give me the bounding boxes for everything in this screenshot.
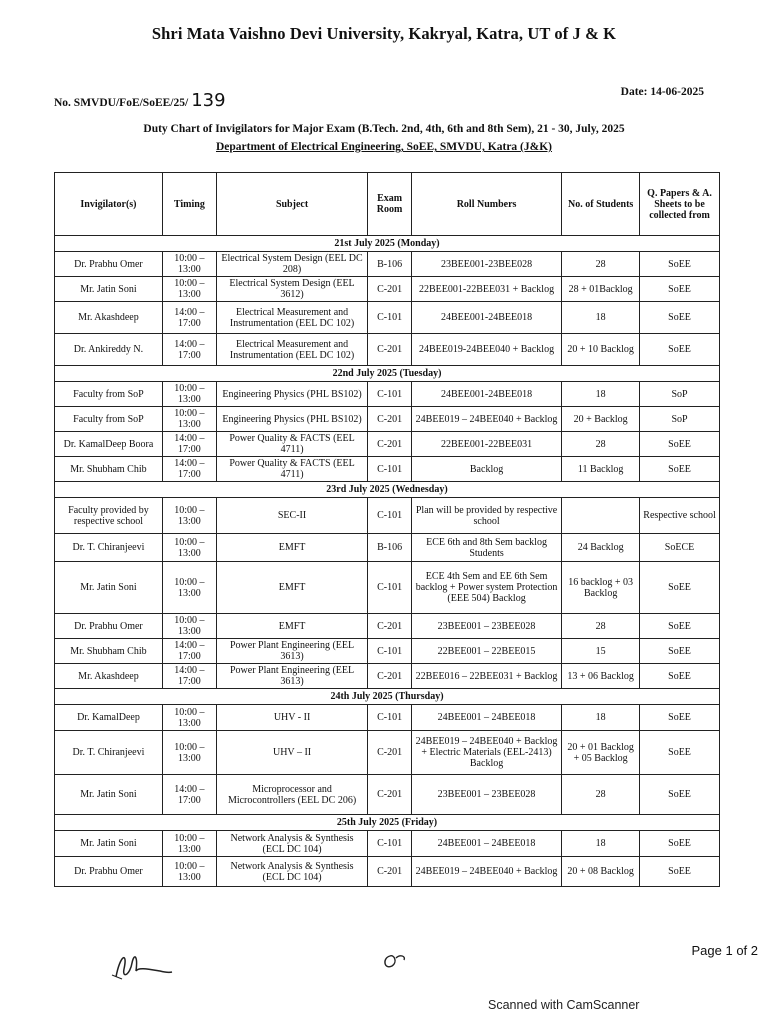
duty-chart-table: [54, 172, 720, 887]
handwritten-signature: [108, 945, 178, 990]
table-row: [55, 562, 720, 614]
invigilator-cell: Faculty provided by respective school: [55, 498, 163, 534]
table-row: [55, 534, 720, 562]
collected-from-cell: SoEE: [640, 705, 720, 731]
roll-numbers-cell: 22BEE001 – 22BEE015: [411, 639, 561, 664]
timing-cell: 10:00 – 13:00: [162, 407, 216, 432]
table-row: [55, 857, 720, 887]
exam-room-cell: C-201: [368, 857, 412, 887]
collected-from-cell: SoEE: [640, 831, 720, 857]
invigilator-cell: Mr. Shubham Chib: [55, 457, 163, 482]
subject-cell: Microprocessor and Microcontrollers (EEL DC 206): [216, 775, 367, 815]
timing-cell: 10:00 – 13:00: [162, 857, 216, 887]
header-exam-room: Exam Room: [368, 173, 412, 236]
header-collected-from: Q. Papers & A. Sheets to be collected from: [640, 173, 720, 236]
roll-numbers-cell: 22BEE001-22BEE031 + Backlog: [411, 277, 561, 302]
header-roll-numbers: Roll Numbers: [411, 173, 561, 236]
collected-from-cell: SoEE: [640, 614, 720, 639]
roll-numbers-cell: 23BEE001 – 23BEE028: [411, 614, 561, 639]
day-label: 21st July 2025 (Monday): [55, 236, 720, 252]
timing-cell: 10:00 – 13:00: [162, 534, 216, 562]
exam-room-cell: C-201: [368, 277, 412, 302]
day-header-row: [55, 482, 720, 498]
collected-from-cell: SoEE: [640, 334, 720, 366]
students-cell: [562, 498, 640, 534]
timing-cell: 10:00 – 13:00: [162, 252, 216, 277]
invigilator-cell: Faculty from SoP: [55, 407, 163, 432]
students-cell: 20 + 10 Backlog: [562, 334, 640, 366]
reference-number: [54, 90, 226, 111]
roll-numbers-cell: 22BEE016 – 22BEE031 + Backlog: [411, 664, 561, 689]
invigilator-cell: Mr. Jatin Soni: [55, 831, 163, 857]
students-cell: 28 + 01Backlog: [562, 277, 640, 302]
students-cell: 20 + 01 Backlog + 05 Backlog: [562, 731, 640, 775]
subject-cell: Electrical Measurement and Instrumentation (EEL DC 102): [216, 334, 367, 366]
day-label: 23rd July 2025 (Wednesday): [55, 482, 720, 498]
exam-room-cell: C-101: [368, 831, 412, 857]
table-row: [55, 302, 720, 334]
subject-cell: Power Plant Engineering (EEL 3613): [216, 639, 367, 664]
timing-cell: 10:00 – 13:00: [162, 277, 216, 302]
roll-numbers-cell: 24BEE019 – 24BEE040 + Backlog + Electric Materials (EEL-2413) Backlog: [411, 731, 561, 775]
subject-cell: Electrical System Design (EEL 3612): [216, 277, 367, 302]
day-header-row: [55, 689, 720, 705]
students-cell: 28: [562, 252, 640, 277]
collected-from-cell: SoEE: [640, 731, 720, 775]
table-row: [55, 334, 720, 366]
day-header-row: [55, 366, 720, 382]
collected-from-cell: SoEE: [640, 277, 720, 302]
timing-cell: 14:00 – 17:00: [162, 639, 216, 664]
day-label: 24th July 2025 (Thursday): [55, 689, 720, 705]
timing-cell: 14:00 – 17:00: [162, 334, 216, 366]
page-number: Page 1 of 2: [691, 943, 758, 958]
collected-from-cell: SoP: [640, 382, 720, 407]
timing-cell: 10:00 – 13:00: [162, 731, 216, 775]
table-row: [55, 614, 720, 639]
subject-cell: Power Quality & FACTS (EEL 4711): [216, 457, 367, 482]
subject-cell: Engineering Physics (PHL BS102): [216, 382, 367, 407]
table-row: [55, 498, 720, 534]
subject-cell: Engineering Physics (PHL BS102): [216, 407, 367, 432]
day-header-row: [55, 815, 720, 831]
invigilator-cell: Dr. T. Chiranjeevi: [55, 731, 163, 775]
students-cell: 20 + Backlog: [562, 407, 640, 432]
table-row: [55, 432, 720, 457]
students-cell: 18: [562, 705, 640, 731]
exam-room-cell: B-106: [368, 252, 412, 277]
table-row: [55, 831, 720, 857]
subject-cell: Electrical Measurement and Instrumentation (EEL DC 102): [216, 302, 367, 334]
invigilator-cell: Mr. Jatin Soni: [55, 775, 163, 815]
header-subject: Subject: [216, 173, 367, 236]
students-cell: 13 + 06 Backlog: [562, 664, 640, 689]
table-row: [55, 775, 720, 815]
department-title: Department of Electrical Engineering, SoEE, SMVDU, Katra (J&K): [215, 141, 552, 153]
roll-numbers-cell: ECE 6th and 8th Sem backlog Students: [411, 534, 561, 562]
roll-numbers-cell: 24BEE019 – 24BEE040 + Backlog: [411, 407, 561, 432]
collected-from-cell: SoEE: [640, 302, 720, 334]
handwritten-number: 139: [191, 90, 226, 111]
invigilator-cell: Mr. Shubham Chib: [55, 639, 163, 664]
header-no-of-students: No. of Students: [562, 173, 640, 236]
subject-cell: Electrical System Design (EEL DC 208): [216, 252, 367, 277]
table-row: [55, 639, 720, 664]
collected-from-cell: Respective school: [640, 498, 720, 534]
subject-cell: Network Analysis & Synthesis (ECL DC 104): [216, 831, 367, 857]
timing-cell: 14:00 – 17:00: [162, 664, 216, 689]
roll-numbers-cell: 22BEE001-22BEE031: [411, 432, 561, 457]
students-cell: 16 backlog + 03 Backlog: [562, 562, 640, 614]
invigilator-cell: Mr. Jatin Soni: [55, 277, 163, 302]
exam-room-cell: C-101: [368, 639, 412, 664]
table-row: [55, 731, 720, 775]
exam-room-cell: C-101: [368, 457, 412, 482]
table-header-row: [55, 173, 720, 236]
timing-cell: 10:00 – 13:00: [162, 498, 216, 534]
students-cell: 28: [562, 775, 640, 815]
students-cell: 18: [562, 831, 640, 857]
header-timing: Timing: [162, 173, 216, 236]
scanner-watermark: Scanned with CamScanner: [488, 998, 640, 1012]
invigilator-cell: Dr. KamalDeep: [55, 705, 163, 731]
timing-cell: 10:00 – 13:00: [162, 614, 216, 639]
roll-numbers-cell: 23BEE001-23BEE028: [411, 252, 561, 277]
invigilator-cell: Dr. T. Chiranjeevi: [55, 534, 163, 562]
table-row: [55, 407, 720, 432]
invigilator-cell: Faculty from SoP: [55, 382, 163, 407]
collected-from-cell: SoEE: [640, 639, 720, 664]
students-cell: 18: [562, 302, 640, 334]
invigilator-cell: Dr. Prabhu Omer: [55, 252, 163, 277]
subject-cell: Power Plant Engineering (EEL 3613): [216, 664, 367, 689]
handwritten-initial: [380, 950, 410, 977]
invigilator-cell: Mr. Akashdeep: [55, 302, 163, 334]
exam-room-cell: C-201: [368, 731, 412, 775]
roll-numbers-cell: Plan will be provided by respective school: [411, 498, 561, 534]
table-row: [55, 705, 720, 731]
roll-numbers-cell: 24BEE019 – 24BEE040 + Backlog: [411, 857, 561, 887]
timing-cell: 10:00 – 13:00: [162, 705, 216, 731]
exam-room-cell: C-201: [368, 664, 412, 689]
collected-from-cell: SoEE: [640, 664, 720, 689]
exam-room-cell: C-201: [368, 775, 412, 815]
exam-room-cell: C-101: [368, 382, 412, 407]
table-row: [55, 252, 720, 277]
subject-cell: Network Analysis & Synthesis (ECL DC 104): [216, 857, 367, 887]
university-title: Shri Mata Vaishno Devi University, Kakryal, Katra, UT of J & K: [151, 24, 617, 43]
timing-cell: 14:00 – 17:00: [162, 432, 216, 457]
collected-from-cell: SoECE: [640, 534, 720, 562]
collected-from-cell: SoEE: [640, 252, 720, 277]
subject-cell: UHV – II: [216, 731, 367, 775]
table-row: [55, 277, 720, 302]
timing-cell: 10:00 – 13:00: [162, 562, 216, 614]
timing-cell: 14:00 – 17:00: [162, 775, 216, 815]
roll-numbers-cell: 24BEE001 – 24BEE018: [411, 831, 561, 857]
collected-from-cell: SoEE: [640, 457, 720, 482]
subject-cell: UHV - II: [216, 705, 367, 731]
collected-from-cell: SoEE: [640, 775, 720, 815]
day-label: 22nd July 2025 (Tuesday): [55, 366, 720, 382]
collected-from-cell: SoEE: [640, 562, 720, 614]
table-row: [55, 382, 720, 407]
subject-cell: SEC-II: [216, 498, 367, 534]
day-label: 25th July 2025 (Friday): [55, 815, 720, 831]
timing-cell: 14:00 – 17:00: [162, 302, 216, 334]
roll-numbers-cell: Backlog: [411, 457, 561, 482]
exam-room-cell: B-106: [368, 534, 412, 562]
roll-numbers-cell: 23BEE001 – 23BEE028: [411, 775, 561, 815]
invigilator-cell: Mr. Akashdeep: [55, 664, 163, 689]
roll-numbers-cell: ECE 4th Sem and EE 6th Sem backlog + Power system Protection (EEE 504) Backlog: [411, 562, 561, 614]
roll-numbers-cell: 24BEE019-24BEE040 + Backlog: [411, 334, 561, 366]
exam-room-cell: C-101: [368, 705, 412, 731]
exam-room-cell: C-101: [368, 498, 412, 534]
day-header-row: [55, 236, 720, 252]
timing-cell: 14:00 – 17:00: [162, 457, 216, 482]
timing-cell: 10:00 – 13:00: [162, 831, 216, 857]
students-cell: 24 Backlog: [562, 534, 640, 562]
exam-room-cell: C-201: [368, 334, 412, 366]
exam-room-cell: C-201: [368, 407, 412, 432]
header-invigilators: Invigilator(s): [55, 173, 163, 236]
collected-from-cell: SoP: [640, 407, 720, 432]
timing-cell: 10:00 – 13:00: [162, 382, 216, 407]
collected-from-cell: SoEE: [640, 857, 720, 887]
table-row: [55, 664, 720, 689]
students-cell: 28: [562, 614, 640, 639]
subject-cell: EMFT: [216, 534, 367, 562]
students-cell: 20 + 08 Backlog: [562, 857, 640, 887]
students-cell: 18: [562, 382, 640, 407]
document-date: Date: 14-06-2025: [620, 86, 704, 98]
table-body: [55, 236, 720, 887]
roll-numbers-cell: 24BEE001 – 24BEE018: [411, 705, 561, 731]
duty-chart-title: Duty Chart of Invigilators for Major Exam (B.Tech. 2nd, 4th, 6th and 8th Sem), 21 - 30, July, 2025: [143, 123, 625, 135]
exam-room-cell: C-101: [368, 302, 412, 334]
exam-room-cell: C-101: [368, 562, 412, 614]
roll-numbers-cell: 24BEE001-24BEE018: [411, 382, 561, 407]
subject-cell: Power Quality & FACTS (EEL 4711): [216, 432, 367, 457]
invigilator-cell: Dr. Prabhu Omer: [55, 614, 163, 639]
subject-cell: EMFT: [216, 614, 367, 639]
reference-prefix: No. SMVDU/FoE/SoEE/25/: [54, 97, 189, 109]
table-row: [55, 457, 720, 482]
exam-room-cell: C-201: [368, 614, 412, 639]
students-cell: 11 Backlog: [562, 457, 640, 482]
invigilator-cell: Dr. KamalDeep Boora: [55, 432, 163, 457]
invigilator-cell: Dr. Ankireddy N.: [55, 334, 163, 366]
invigilator-cell: Dr. Prabhu Omer: [55, 857, 163, 887]
subject-cell: EMFT: [216, 562, 367, 614]
students-cell: 15: [562, 639, 640, 664]
students-cell: 28: [562, 432, 640, 457]
collected-from-cell: SoEE: [640, 432, 720, 457]
roll-numbers-cell: 24BEE001-24BEE018: [411, 302, 561, 334]
exam-room-cell: C-201: [368, 432, 412, 457]
invigilator-cell: Mr. Jatin Soni: [55, 562, 163, 614]
